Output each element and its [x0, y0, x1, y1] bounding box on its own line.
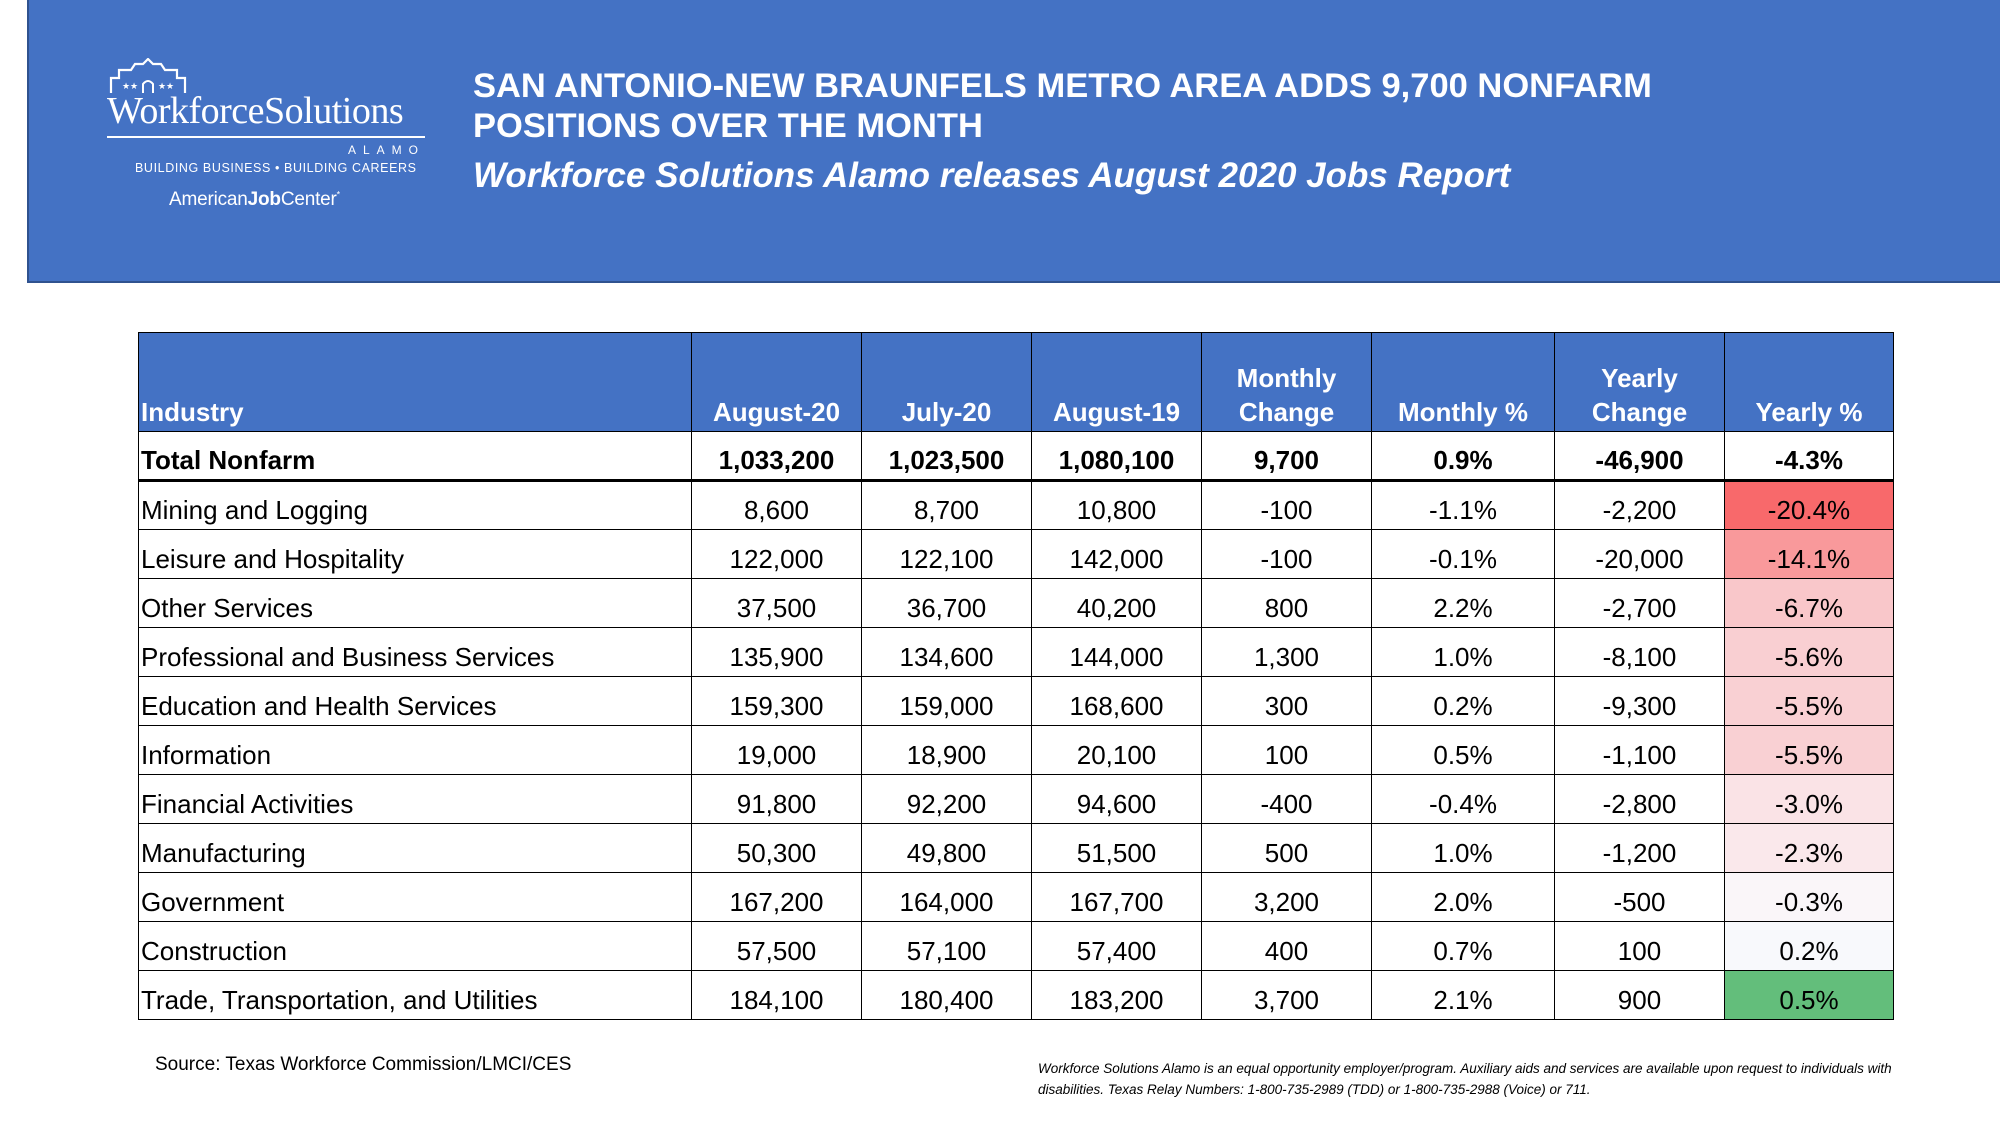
yearly-change-cell: -20,000 — [1555, 530, 1725, 579]
svg-text:★: ★ — [122, 82, 131, 92]
july-20-cell: 122,100 — [862, 530, 1032, 579]
yearly-pct-cell: -20.4% — [1725, 481, 1894, 530]
yearly-change-cell: 100 — [1555, 922, 1725, 971]
august-20-cell: 159,300 — [692, 677, 862, 726]
august-20-cell: 91,800 — [692, 775, 862, 824]
industry-cell: Manufacturing — [139, 824, 692, 873]
column-header-line: Monthly — [1236, 363, 1337, 393]
column-header — [139, 333, 692, 432]
workforce-solutions-logo — [107, 58, 437, 228]
yearly-change-cell: 900 — [1555, 971, 1725, 1020]
august-19-cell: 144,000 — [1032, 628, 1202, 677]
column-header-line: Change — [1591, 397, 1688, 427]
yearly-pct-cell: -5.5% — [1725, 677, 1894, 726]
industry-cell: Other Services — [139, 579, 692, 628]
industry-cell: Construction — [139, 922, 692, 971]
august-19-cell: 1,080,100 — [1032, 432, 1202, 481]
industry-cell: Leisure and Hospitality — [139, 530, 692, 579]
august-19-cell: 142,000 — [1032, 530, 1202, 579]
monthly-change-cell: -100 — [1202, 481, 1372, 530]
july-20-cell: 18,900 — [862, 726, 1032, 775]
column-header — [1555, 333, 1725, 432]
page-subtitle: Workforce Solutions Alamo releases August 2020 Jobs Report — [473, 156, 1511, 195]
table-row — [139, 873, 1894, 922]
industry-cell: Trade, Transportation, and Utilities — [139, 971, 692, 1020]
yearly-pct-cell: 0.2% — [1725, 922, 1894, 971]
monthly-change-cell: 100 — [1202, 726, 1372, 775]
yearly-pct-cell: -2.3% — [1725, 824, 1894, 873]
table-row — [139, 677, 1894, 726]
column-header — [862, 333, 1032, 432]
building-icon — [109, 58, 187, 94]
monthly-pct-cell: 2.2% — [1372, 579, 1555, 628]
august-19-cell: 51,500 — [1032, 824, 1202, 873]
table-row — [139, 579, 1894, 628]
monthly-pct-cell: 1.0% — [1372, 824, 1555, 873]
table-header-row — [139, 333, 1894, 432]
monthly-change-cell: -400 — [1202, 775, 1372, 824]
page-title — [473, 66, 1873, 146]
monthly-change-cell: 3,700 — [1202, 971, 1372, 1020]
table-row — [139, 775, 1894, 824]
column-header-line: Monthly % — [1398, 397, 1528, 427]
column-header — [1372, 333, 1555, 432]
august-20-cell: 184,100 — [692, 971, 862, 1020]
august-19-cell: 183,200 — [1032, 971, 1202, 1020]
source-note: Source: Texas Workforce Commission/LMCI/CES — [155, 1054, 572, 1075]
august-20-cell: 167,200 — [692, 873, 862, 922]
industry-cell: Financial Activities — [139, 775, 692, 824]
august-19-cell: 167,700 — [1032, 873, 1202, 922]
august-20-cell: 37,500 — [692, 579, 862, 628]
monthly-pct-cell: 0.9% — [1372, 432, 1555, 481]
column-header — [1202, 333, 1372, 432]
yearly-change-cell: -1,100 — [1555, 726, 1725, 775]
yearly-pct-cell: -5.6% — [1725, 628, 1894, 677]
monthly-pct-cell: 0.7% — [1372, 922, 1555, 971]
july-20-cell: 134,600 — [862, 628, 1032, 677]
july-20-cell: 1,023,500 — [862, 432, 1032, 481]
monthly-change-cell: 3,200 — [1202, 873, 1372, 922]
july-20-cell: 36,700 — [862, 579, 1032, 628]
august-19-cell: 94,600 — [1032, 775, 1202, 824]
logo-alamo: ALAMO — [347, 143, 425, 157]
yearly-change-cell: -46,900 — [1555, 432, 1725, 481]
table-row — [139, 824, 1894, 873]
column-header-line: Industry — [141, 397, 244, 427]
monthly-change-cell: 400 — [1202, 922, 1372, 971]
table-row — [139, 530, 1894, 579]
eeo-disclaimer: Workforce Solutions Alamo is an equal opportunity employer/program. Auxiliary aids and services are available upon request to individuals with disabilities. Texas Relay Numbers: 1-800-735-2989 (TDD) or 1-800-735-2988 (Voice) or 711. — [1038, 1061, 1892, 1097]
yearly-change-cell: -2,800 — [1555, 775, 1725, 824]
august-20-cell: 135,900 — [692, 628, 862, 677]
monthly-change-cell: 9,700 — [1202, 432, 1372, 481]
svg-text:★: ★ — [166, 82, 175, 92]
industry-cell: Government — [139, 873, 692, 922]
logo-rule — [107, 136, 425, 138]
july-20-cell: 180,400 — [862, 971, 1032, 1020]
yearly-pct-cell: -6.7% — [1725, 579, 1894, 628]
total-row — [139, 432, 1894, 481]
july-20-cell: 57,100 — [862, 922, 1032, 971]
monthly-change-cell: -100 — [1202, 530, 1372, 579]
monthly-pct-cell: -0.4% — [1372, 775, 1555, 824]
july-20-cell: 164,000 — [862, 873, 1032, 922]
monthly-change-cell: 300 — [1202, 677, 1372, 726]
industry-cell: Education and Health Services — [139, 677, 692, 726]
august-19-cell: 10,800 — [1032, 481, 1202, 530]
august-20-cell: 122,000 — [692, 530, 862, 579]
svg-text:★: ★ — [158, 82, 167, 92]
monthly-pct-cell: 0.5% — [1372, 726, 1555, 775]
table-row — [139, 628, 1894, 677]
monthly-change-cell: 800 — [1202, 579, 1372, 628]
column-header — [1725, 333, 1894, 432]
august-20-cell: 1,033,200 — [692, 432, 862, 481]
august-20-cell: 50,300 — [692, 824, 862, 873]
column-header-line: August-19 — [1052, 397, 1181, 427]
logo-tagline: BUILDING BUSINESS • BUILDING CAREERS — [135, 161, 417, 175]
yearly-pct-cell: -0.3% — [1725, 873, 1894, 922]
monthly-change-cell: 500 — [1202, 824, 1372, 873]
yearly-change-cell: -500 — [1555, 873, 1725, 922]
monthly-pct-cell: 1.0% — [1372, 628, 1555, 677]
yearly-pct-cell: -3.0% — [1725, 775, 1894, 824]
american-job-center-logo: AmericanJobCenter* — [169, 189, 340, 210]
header-banner — [27, 0, 2000, 283]
august-20-cell: 57,500 — [692, 922, 862, 971]
august-19-cell: 57,400 — [1032, 922, 1202, 971]
august-19-cell: 20,100 — [1032, 726, 1202, 775]
july-20-cell: 159,000 — [862, 677, 1032, 726]
yearly-pct-cell: -4.3% — [1725, 432, 1894, 481]
column-header-line: July-20 — [901, 397, 992, 427]
yearly-change-cell: -1,200 — [1555, 824, 1725, 873]
yearly-change-cell: -9,300 — [1555, 677, 1725, 726]
monthly-pct-cell: 2.1% — [1372, 971, 1555, 1020]
title-line-1: SAN ANTONIO-NEW BRAUNFELS METRO AREA ADDS 9,700 NONFARM — [473, 67, 1652, 105]
column-header — [1032, 333, 1202, 432]
title-line-2: POSITIONS OVER THE MONTH — [473, 107, 983, 145]
yearly-change-cell: -2,700 — [1555, 579, 1725, 628]
column-header-line: Yearly % — [1755, 397, 1863, 427]
industry-cell: Information — [139, 726, 692, 775]
column-header — [692, 333, 862, 432]
august-19-cell: 168,600 — [1032, 677, 1202, 726]
industry-cell: Total Nonfarm — [139, 432, 692, 481]
logo-wordmark: WorkforceSolutions — [107, 90, 404, 132]
column-header-line: Change — [1238, 397, 1335, 427]
column-header-line: Yearly — [1601, 363, 1678, 393]
industry-cell: Mining and Logging — [139, 481, 692, 530]
yearly-change-cell: -8,100 — [1555, 628, 1725, 677]
table-row — [139, 726, 1894, 775]
monthly-pct-cell: 0.2% — [1372, 677, 1555, 726]
august-19-cell: 40,200 — [1032, 579, 1202, 628]
yearly-change-cell: -2,200 — [1555, 481, 1725, 530]
table-row — [139, 481, 1894, 530]
july-20-cell: 92,200 — [862, 775, 1032, 824]
july-20-cell: 8,700 — [862, 481, 1032, 530]
jobs-table — [138, 332, 1894, 1020]
column-header-line: August-20 — [712, 397, 841, 427]
table-row — [139, 971, 1894, 1020]
august-20-cell: 19,000 — [692, 726, 862, 775]
monthly-pct-cell: 2.0% — [1372, 873, 1555, 922]
july-20-cell: 49,800 — [862, 824, 1032, 873]
yearly-pct-cell: -5.5% — [1725, 726, 1894, 775]
yearly-pct-cell: -14.1% — [1725, 530, 1894, 579]
table-row — [139, 922, 1894, 971]
table-body — [139, 432, 1894, 1020]
monthly-change-cell: 1,300 — [1202, 628, 1372, 677]
august-20-cell: 8,600 — [692, 481, 862, 530]
yearly-pct-cell: 0.5% — [1725, 971, 1894, 1020]
monthly-pct-cell: -1.1% — [1372, 481, 1555, 530]
industry-cell: Professional and Business Services — [139, 628, 692, 677]
monthly-pct-cell: -0.1% — [1372, 530, 1555, 579]
svg-text:★: ★ — [130, 82, 139, 92]
